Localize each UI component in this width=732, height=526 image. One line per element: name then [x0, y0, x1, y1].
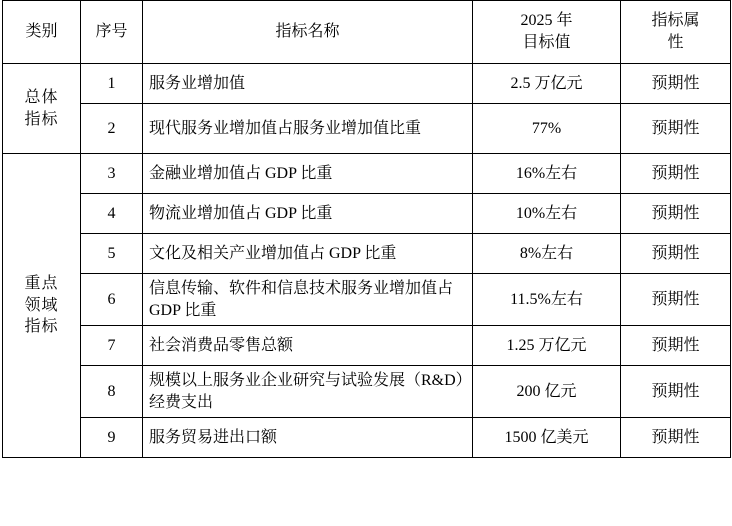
- row-index: 9: [81, 418, 143, 458]
- row-value: 8%左右: [473, 234, 621, 274]
- row-index: 2: [81, 104, 143, 154]
- row-attribute: 预期性: [621, 366, 731, 418]
- header-category: 类别: [3, 1, 81, 64]
- category-label-line2: 领域: [24, 296, 59, 314]
- row-name: 物流业增加值占 GDP 比重: [143, 194, 473, 234]
- row-index: 8: [81, 366, 143, 418]
- row-attribute: 预期性: [621, 104, 731, 154]
- row-name: 规模以上服务业企业研究与试验发展（R&D）经费支出: [143, 366, 473, 418]
- row-index: 7: [81, 326, 143, 366]
- row-index: 4: [81, 194, 143, 234]
- row-value: 77%: [473, 104, 621, 154]
- row-value: 16%左右: [473, 154, 621, 194]
- row-name: 社会消费品零售总额: [143, 326, 473, 366]
- category-label-line2: 指标: [24, 110, 59, 128]
- table-row: [3, 366, 731, 418]
- header-attribute-line1: 指标属: [651, 12, 700, 30]
- table-row: [3, 154, 731, 194]
- row-attribute: 预期性: [621, 64, 731, 104]
- header-attribute-line2: 性: [667, 34, 684, 51]
- header-attribute: [621, 1, 731, 64]
- table-row: [3, 234, 731, 274]
- row-attribute: 预期性: [621, 234, 731, 274]
- category-label-line1: 总体: [24, 88, 59, 106]
- row-attribute: 预期性: [621, 194, 731, 234]
- table-header-row: [3, 1, 731, 64]
- header-index: 序号: [81, 1, 143, 64]
- table-row: [3, 194, 731, 234]
- indicator-table: [2, 0, 731, 458]
- header-name: 指标名称: [143, 1, 473, 64]
- category-cell-overall: [3, 64, 81, 154]
- row-value: 11.5%左右: [473, 274, 621, 326]
- table-row: [3, 64, 731, 104]
- row-attribute: 预期性: [621, 418, 731, 458]
- row-value: 2.5 万亿元: [473, 64, 621, 104]
- row-name: 现代服务业增加值占服务业增加值比重: [143, 104, 473, 154]
- header-target: [473, 1, 621, 64]
- category-label-line3: 指标: [24, 318, 59, 336]
- table-row: [3, 418, 731, 458]
- row-name: 文化及相关产业增加值占 GDP 比重: [143, 234, 473, 274]
- row-name: 服务业增加值: [143, 64, 473, 104]
- row-index: 6: [81, 274, 143, 326]
- table-row: [3, 104, 731, 154]
- row-index: 5: [81, 234, 143, 274]
- row-index: 3: [81, 154, 143, 194]
- row-name: 信息传输、软件和信息技术服务业增加值占 GDP 比重: [143, 274, 473, 326]
- row-attribute: 预期性: [621, 326, 731, 366]
- row-value: 10%左右: [473, 194, 621, 234]
- row-value: 1.25 万亿元: [473, 326, 621, 366]
- row-attribute: 预期性: [621, 274, 731, 326]
- row-value: 200 亿元: [473, 366, 621, 418]
- table-row: [3, 274, 731, 326]
- table-header: [3, 1, 731, 64]
- header-target-line2: 目标值: [522, 34, 571, 51]
- category-label-line1: 重点: [24, 275, 59, 293]
- category-cell-key-areas: [3, 154, 81, 458]
- table-body: [3, 64, 731, 458]
- row-index: 1: [81, 64, 143, 104]
- row-name: 金融业增加值占 GDP 比重: [143, 154, 473, 194]
- table-row: [3, 326, 731, 366]
- header-target-line1: 2025 年: [520, 12, 573, 30]
- row-value: 1500 亿美元: [473, 418, 621, 458]
- row-attribute: 预期性: [621, 154, 731, 194]
- row-name: 服务贸易进出口额: [143, 418, 473, 458]
